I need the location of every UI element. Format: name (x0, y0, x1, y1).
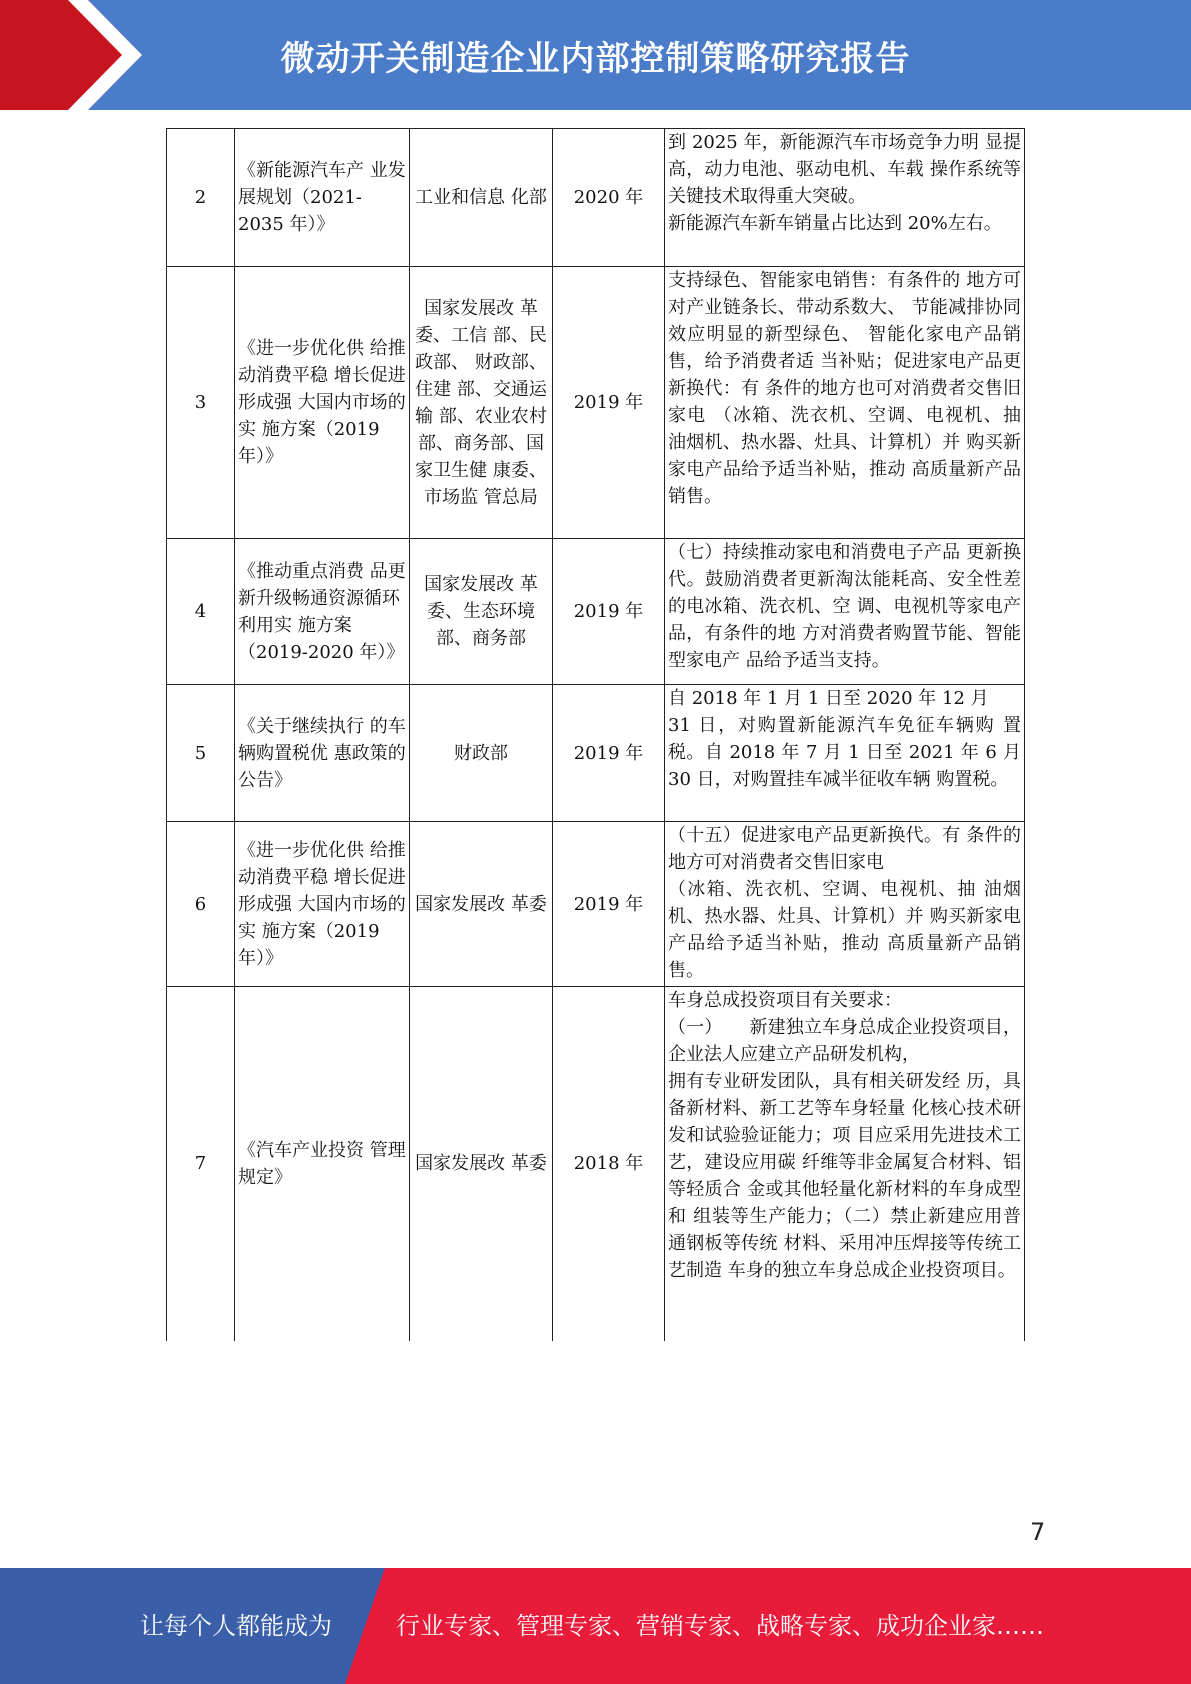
issuing-department: 国家发展改 革委 (410, 987, 553, 1341)
policy-content: 自 2018 年 1 月 1 日至 2020 年 12 月 31 日，对购置新能源汽车免征车辆购 置税。自 2018 年 7 月 1 日至 2021 年 6 月 30 日，对购置挂车减半征收车辆 购置税。 (665, 685, 1025, 822)
issue-year: 2019 年 (553, 822, 665, 987)
table-row (167, 129, 1025, 267)
policy-name: 《关于继续执行 的车辆购置税优 惠政策的公告》 (235, 685, 410, 822)
header-arrow-decoration (0, 0, 150, 110)
row-number: 2 (167, 129, 235, 267)
policy-content: 到 2025 年，新能源汽车市场竞争力明 显提高，动力电池、驱动电机、车载 操作系统等关键技术取得重大突破。 新能源汽车新车销量占比达到 20%左右。 (665, 129, 1025, 267)
table-row (167, 987, 1025, 1341)
issue-year: 2019 年 (553, 685, 665, 822)
page-footer (0, 1568, 1191, 1684)
issuing-department: 国家发展改 革委 (410, 822, 553, 987)
policy-content: 车身总成投资项目有关要求： （一） 新建独立车身总成企业投资项目，企业法人应建立产品研发机构， 拥有专业研发团队，具有相关研发经 历，具备新材料、新工艺等车身轻量 化核心技术研发和试验验证能力；项 目应采用先进技术工艺，建设应用碳 纤维等非金属复合材料、铝等轻质合 金或其他轻量化新材料的车身成型和 组装等生产能力；（二）禁止新建应用普通钢板等传统 材料、采用冲压焊接等传统工艺制造 车身的独立车身总成企业投资项目。 (665, 987, 1025, 1341)
table-row (167, 539, 1025, 685)
policy-table (166, 128, 1025, 1341)
issue-year: 2019 年 (553, 267, 665, 539)
page-header (0, 0, 1191, 110)
policy-name: 《推动重点消费 品更新升级畅通资源循环利用实 施方案（2019-2020 年）》 (235, 539, 410, 685)
issuing-department: 国家发展改 革委、生态环境部、商务部 (410, 539, 553, 685)
issuing-department: 工业和信息 化部 (410, 129, 553, 267)
issuing-department: 财政部 (410, 685, 553, 822)
footer-slogan-left: 让每个人都能成为 (140, 1612, 332, 1640)
issue-year: 2018 年 (553, 987, 665, 1341)
policy-name: 《新能源汽车产 业发展规划（2021-2035 年）》 (235, 129, 410, 267)
table-row (167, 822, 1025, 987)
issue-year: 2020 年 (553, 129, 665, 267)
row-number: 7 (167, 987, 235, 1341)
page-number: 7 (1030, 1518, 1046, 1546)
policy-content: 支持绿色、智能家电销售：有条件的 地方可对产业链条长、带动系数大、 节能减排协同效应明显的新型绿色、 智能化家电产品销售，给予消费者适 当补贴；促进家电产品更新换代：有 条件的地方也可对消费者交售旧家电 （冰箱、洗衣机、空调、电视机、抽 油烟机、热水器、灶具、计算机）并 购买新家电产品给予适当补贴，推动 高质量新产品销售。 (665, 267, 1025, 539)
issuing-department: 国家发展改 革委、工信 部、民政部、 财政部、住建 部、交通运输 部、农业农村 部、商务部、国家卫生健 康委、市场监 管总局 (410, 267, 553, 539)
policy-name: 《进一步优化供 给推动消费平稳 增长促进形成强 大国内市场的实 施方案（2019 年）》 (235, 267, 410, 539)
policy-name: 《汽车产业投资 管理规定》 (235, 987, 410, 1341)
issue-year: 2019 年 (553, 539, 665, 685)
row-number: 6 (167, 822, 235, 987)
row-number: 3 (167, 267, 235, 539)
footer-slogan-right: 行业专家、管理专家、营销专家、战略专家、成功企业家…… (396, 1612, 1044, 1640)
row-number: 4 (167, 539, 235, 685)
policy-content: （七）持续推动家电和消费电子产品 更新换代。鼓励消费者更新淘汰能耗高、安全性差的电冰箱、洗衣机、空 调、电视机等家电产品，有条件的地 方对消费者购置节能、智能型家电产 品给予适当支持。 (665, 539, 1025, 685)
policy-name: 《进一步优化供 给推动消费平稳 增长促进形成强 大国内市场的实 施方案（2019 年）》 (235, 822, 410, 987)
table-row (167, 685, 1025, 822)
policy-content: （十五）促进家电产品更新换代。有 条件的地方可对消费者交售旧家电 （冰箱、洗衣机、空调、电视机、抽 油烟机、热水器、灶具、计算机）并 购买新家电产品给予适当补贴，推动 高质量新产品销售。 (665, 822, 1025, 987)
report-title: 微动开关制造企业内部控制策略研究报告 (280, 38, 911, 79)
table-row (167, 267, 1025, 539)
row-number: 5 (167, 685, 235, 822)
